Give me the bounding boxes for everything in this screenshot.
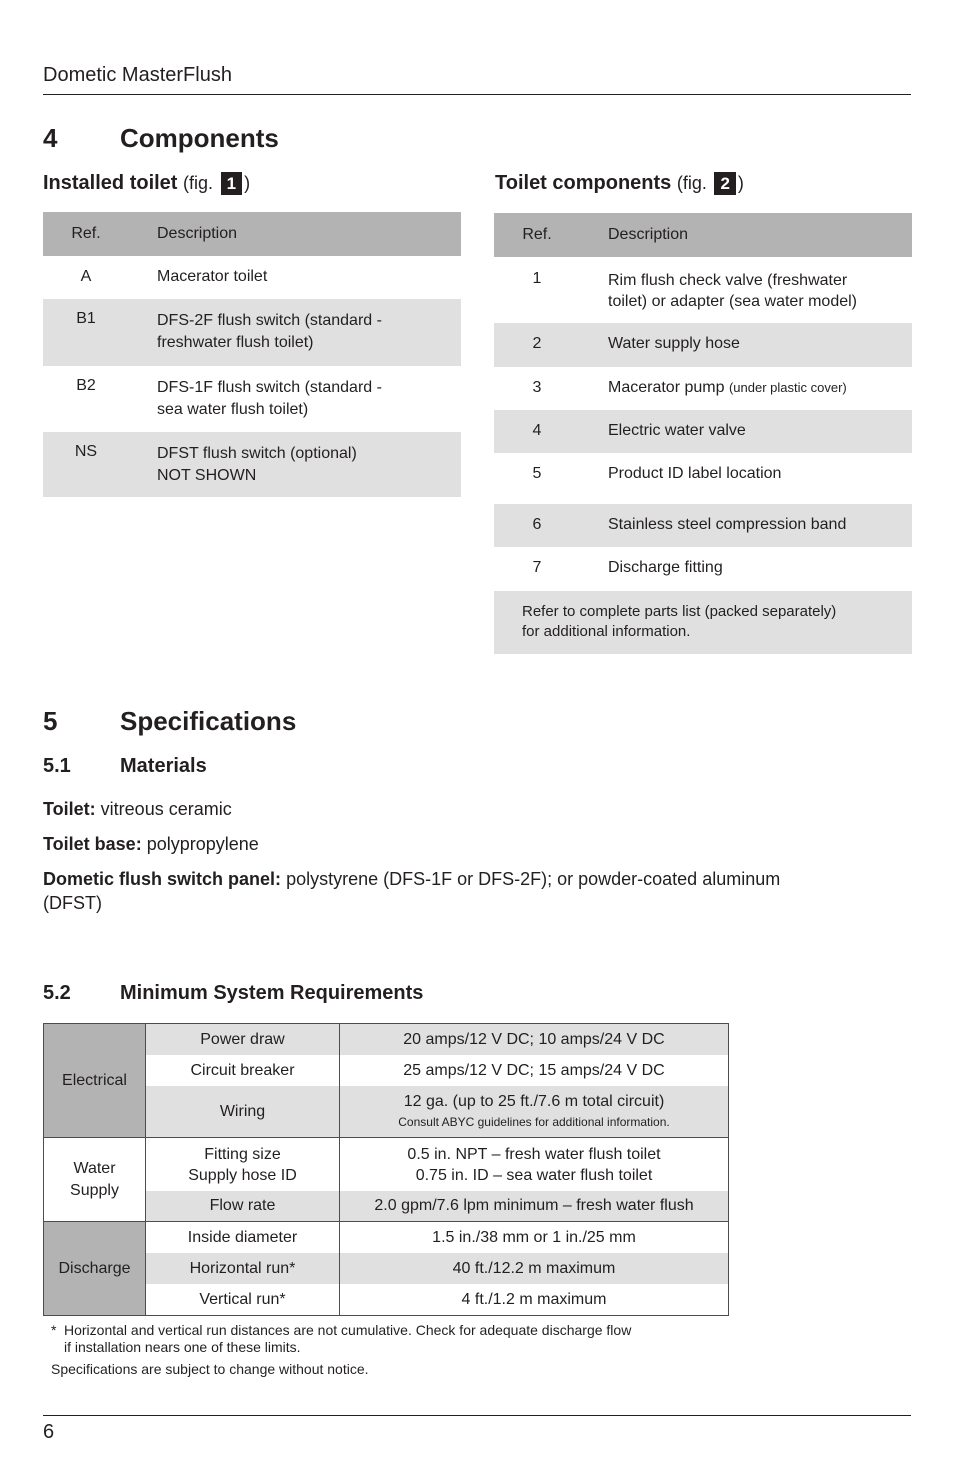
row-desc-line: NOT SHOWN: [157, 467, 257, 484]
row-desc-line: Product ID label location: [608, 465, 782, 482]
row-desc-line: Rim flush check valve (freshwater: [608, 272, 848, 289]
row-desc: [580, 257, 912, 323]
param-cell: Vertical run*: [146, 1284, 340, 1316]
row-desc: [129, 299, 461, 366]
row-desc: [580, 504, 912, 547]
material-toilet-base: [43, 832, 863, 856]
installed-toilet-title-text: Installed toilet: [43, 172, 178, 194]
row-ref: 3: [532, 379, 542, 396]
table-row: [44, 1086, 729, 1138]
col-desc-header: Description: [129, 212, 461, 256]
material-value: polypropylene: [146, 834, 259, 854]
row-desc: [129, 366, 461, 432]
footer-rule: [43, 1415, 911, 1416]
param-cell: Inside diameter: [146, 1222, 340, 1254]
value-cell: [340, 1086, 729, 1138]
value-cell: 1.5 in./38 mm or 1 in./25 mm: [340, 1222, 729, 1254]
row-desc-line: Electric water valve: [608, 422, 746, 439]
row-ref: 4: [494, 410, 580, 453]
row-ref: B1: [43, 299, 129, 366]
value-line: 12 ga. (up to 25 ft./7.6 m total circuit): [403, 1092, 665, 1110]
fig-suffix: ): [244, 173, 251, 193]
value-cell: 20 amps/12 V DC; 10 amps/24 V DC: [340, 1024, 729, 1056]
table-row: [43, 256, 461, 299]
row-desc-line: Stainless steel compression band: [608, 516, 847, 533]
row-desc-line: Water supply hose: [608, 335, 740, 352]
table-row: [494, 410, 912, 453]
row-desc: [580, 323, 912, 367]
material-label: Toilet:: [43, 799, 96, 819]
material-label: Dometic flush switch panel:: [43, 869, 282, 889]
value-note: Consult ABYC guidelines for additional information.: [398, 1114, 670, 1129]
table-row: [43, 299, 461, 366]
param-cell: Circuit breaker: [146, 1055, 340, 1086]
category-line: Supply: [70, 1181, 119, 1199]
table-row: [44, 1191, 729, 1222]
table-row: [494, 504, 912, 547]
row-desc: [129, 256, 461, 299]
table-row: [44, 1055, 729, 1086]
parts-list-note-line: Refer to complete parts list (packed separately): [522, 603, 837, 620]
material-value: polystyrene (DFS-1F or DFS-2F); or powder-coated aluminum (DFST): [43, 869, 781, 913]
row-desc-line: Macerator toilet: [157, 268, 268, 285]
value-line: 0.5 in. NPT – fresh water flush toilet: [407, 1145, 661, 1163]
row-desc-line: DFS-1F flush switch (standard -: [157, 379, 382, 396]
value-cell: 4 ft./1.2 m maximum: [340, 1284, 729, 1316]
value-cell: 25 amps/12 V DC; 15 amps/24 V DC: [340, 1055, 729, 1086]
category-water-supply: [44, 1138, 146, 1222]
table-row: [44, 1222, 729, 1254]
row-desc-note: (under plastic cover): [728, 380, 847, 395]
installed-toilet-table: [43, 212, 461, 497]
category-discharge: Discharge: [44, 1222, 146, 1316]
row-ref: B2: [76, 377, 96, 394]
param-line: Fitting size: [204, 1145, 281, 1163]
fig-suffix: ): [737, 173, 744, 193]
footnote-line: if installation nears one of these limits.: [64, 1339, 301, 1355]
value-cell: 2.0 gpm/7.6 lpm minimum – fresh water flush: [340, 1191, 729, 1222]
section-5-title: Specifications: [120, 706, 297, 736]
header-rule: [43, 94, 911, 95]
row-ref: 7: [532, 559, 542, 576]
param-cell: Power draw: [146, 1024, 340, 1056]
material-flush-switch-panel: [43, 867, 843, 915]
header-brand: Dometic MasterFlush: [43, 64, 232, 86]
section-4-title: Components: [120, 123, 279, 153]
parts-list-note: [494, 591, 912, 654]
row-desc: [129, 432, 461, 497]
page-number: 6: [43, 1421, 55, 1443]
section-5-1-number: 5.1: [43, 755, 71, 777]
table-row: [43, 366, 461, 432]
col-desc-header: Description: [580, 213, 912, 257]
row-desc-line: Discharge fitting: [608, 559, 723, 576]
row-ref: NS: [43, 432, 129, 497]
toilet-components-table: [494, 213, 912, 654]
table-row: [43, 432, 461, 497]
row-ref: 1: [532, 270, 542, 287]
row-desc: [580, 410, 912, 453]
row-desc: [580, 367, 912, 410]
footnote-star: *: [51, 1322, 57, 1338]
col-ref-header: Ref.: [43, 212, 129, 256]
table-row: [44, 1284, 729, 1316]
row-ref: A: [80, 268, 92, 285]
param-cell: Wiring: [146, 1086, 340, 1138]
table-row: [494, 367, 912, 410]
row-desc: [580, 547, 912, 591]
row-ref: 2: [494, 323, 580, 367]
table-row: [494, 453, 912, 504]
footnote-text: [51, 1322, 631, 1356]
fig-prefix: (fig.: [183, 173, 214, 193]
section-5-1-title: Materials: [120, 755, 207, 777]
section-4-number: 4: [43, 123, 58, 153]
installed-toilet-title: [43, 172, 250, 195]
disclaimer: Specifications are subject to change without notice.: [51, 1361, 369, 1377]
param-cell: [146, 1138, 340, 1192]
row-desc-line: DFST flush switch (optional): [157, 445, 357, 462]
toilet-components-title-text: Toilet components: [495, 172, 672, 194]
footnote-line: Horizontal and vertical run distances are not cumulative. Check for adequate discharge flow: [64, 1322, 632, 1338]
section-5-2-number: 5.2: [43, 982, 71, 1004]
param-cell: Flow rate: [146, 1191, 340, 1222]
table-row: [44, 1024, 729, 1056]
value-cell: [340, 1138, 729, 1192]
row-desc-line: Macerator pump: [608, 379, 725, 396]
material-value: vitreous ceramic: [100, 799, 232, 819]
param-line: Supply hose ID: [188, 1166, 297, 1184]
toilet-components-title: [495, 172, 744, 195]
system-requirements-table: [43, 1023, 729, 1316]
table-row: [494, 547, 912, 591]
row-desc: [580, 453, 912, 504]
fig-number-badge: 2: [714, 172, 735, 195]
fig-number-badge: 1: [221, 172, 242, 195]
param-cell: Horizontal run*: [146, 1253, 340, 1284]
col-ref-header: Ref.: [494, 213, 580, 257]
value-cell: 40 ft./12.2 m maximum: [340, 1253, 729, 1284]
table-row: [44, 1253, 729, 1284]
category-electrical: Electrical: [44, 1024, 146, 1138]
row-desc-line: sea water flush toilet): [157, 401, 309, 418]
footnote: [51, 1322, 631, 1356]
section-5-2-title: Minimum System Requirements: [120, 982, 424, 1004]
row-desc-line: toilet) or adapter (sea water model): [608, 293, 857, 310]
material-toilet: [43, 797, 863, 821]
row-ref: 5: [532, 465, 542, 482]
row-desc-line: DFS-2F flush switch (standard -: [157, 312, 382, 329]
category-line: Water: [73, 1159, 116, 1177]
table-row: [494, 257, 912, 323]
fig-prefix: (fig.: [676, 173, 707, 193]
table-row: [44, 1138, 729, 1192]
table-footer-row: [494, 591, 912, 654]
parts-list-note-line: for additional information.: [522, 623, 691, 640]
row-desc-line: freshwater flush toilet): [157, 334, 314, 351]
row-ref: 6: [494, 504, 580, 547]
table-row: [494, 323, 912, 367]
section-5-number: 5: [43, 706, 58, 736]
value-line: 0.75 in. ID – sea water flush toilet: [415, 1166, 653, 1184]
material-label: Toilet base:: [43, 834, 142, 854]
